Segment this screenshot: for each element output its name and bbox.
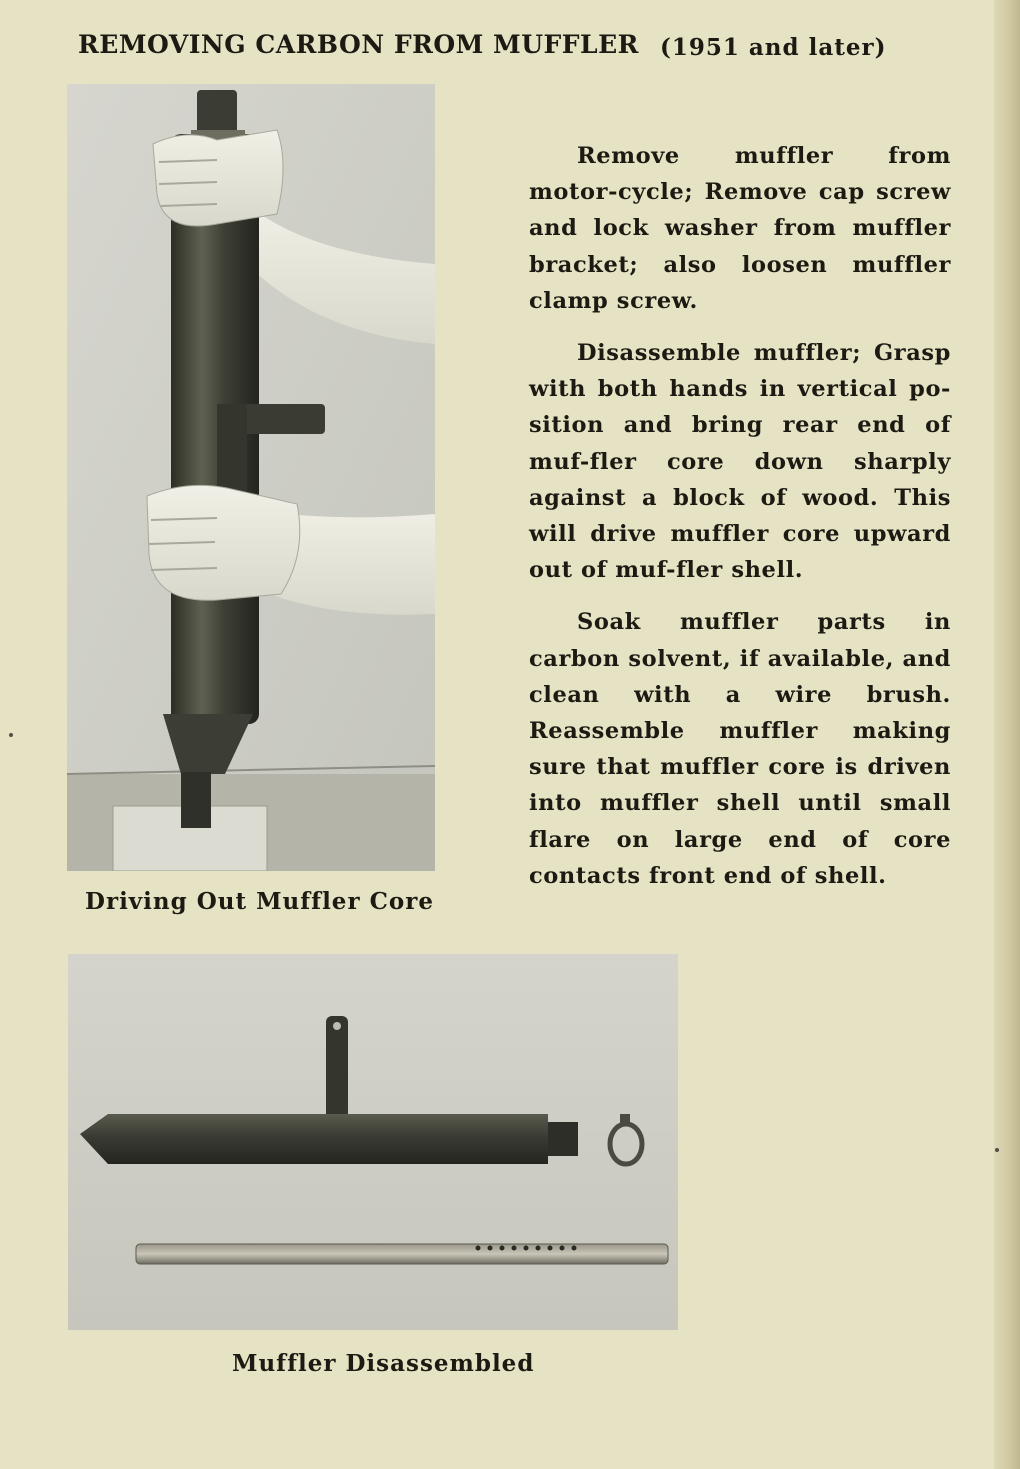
photo-driving-out-core-image xyxy=(67,84,435,871)
page-edge-shadow xyxy=(994,0,1020,1469)
instructions-text xyxy=(529,138,951,910)
caption-driving-out-core: Driving Out Muffler Core xyxy=(85,888,434,915)
instruction-paragraph: Remove muffler from motor-cycle; Remove cap screw and lock washer from muffler bracket; also loosen muffler clamp screw. xyxy=(529,143,951,314)
photo-driving-out-core xyxy=(67,84,435,871)
print-speck xyxy=(995,1148,999,1152)
instruction-paragraph: Soak muffler parts in carbon solvent, if available, and clean with a wire brush. Reassemble muffler making sure that muffler core is driven into muffler shell until small flare on large end of core contacts front end of shell. xyxy=(529,609,951,889)
caption-muffler-disassembled: Muffler Disassembled xyxy=(232,1350,535,1377)
photo-muffler-disassembled-image xyxy=(68,954,678,1330)
page-title: REMOVING CARBON FROM MUFFLER xyxy=(78,30,639,59)
photo-muffler-disassembled xyxy=(68,954,678,1330)
page-subtitle: (1951 and later) xyxy=(660,34,887,61)
print-speck xyxy=(9,733,13,737)
instruction-paragraph: Disassemble muffler; Grasp with both hands in vertical po-sition and bring rear end of muf-fler core down sharply against a block of wood. This will drive muffler core upward out of muf-fler shell. xyxy=(529,340,951,584)
